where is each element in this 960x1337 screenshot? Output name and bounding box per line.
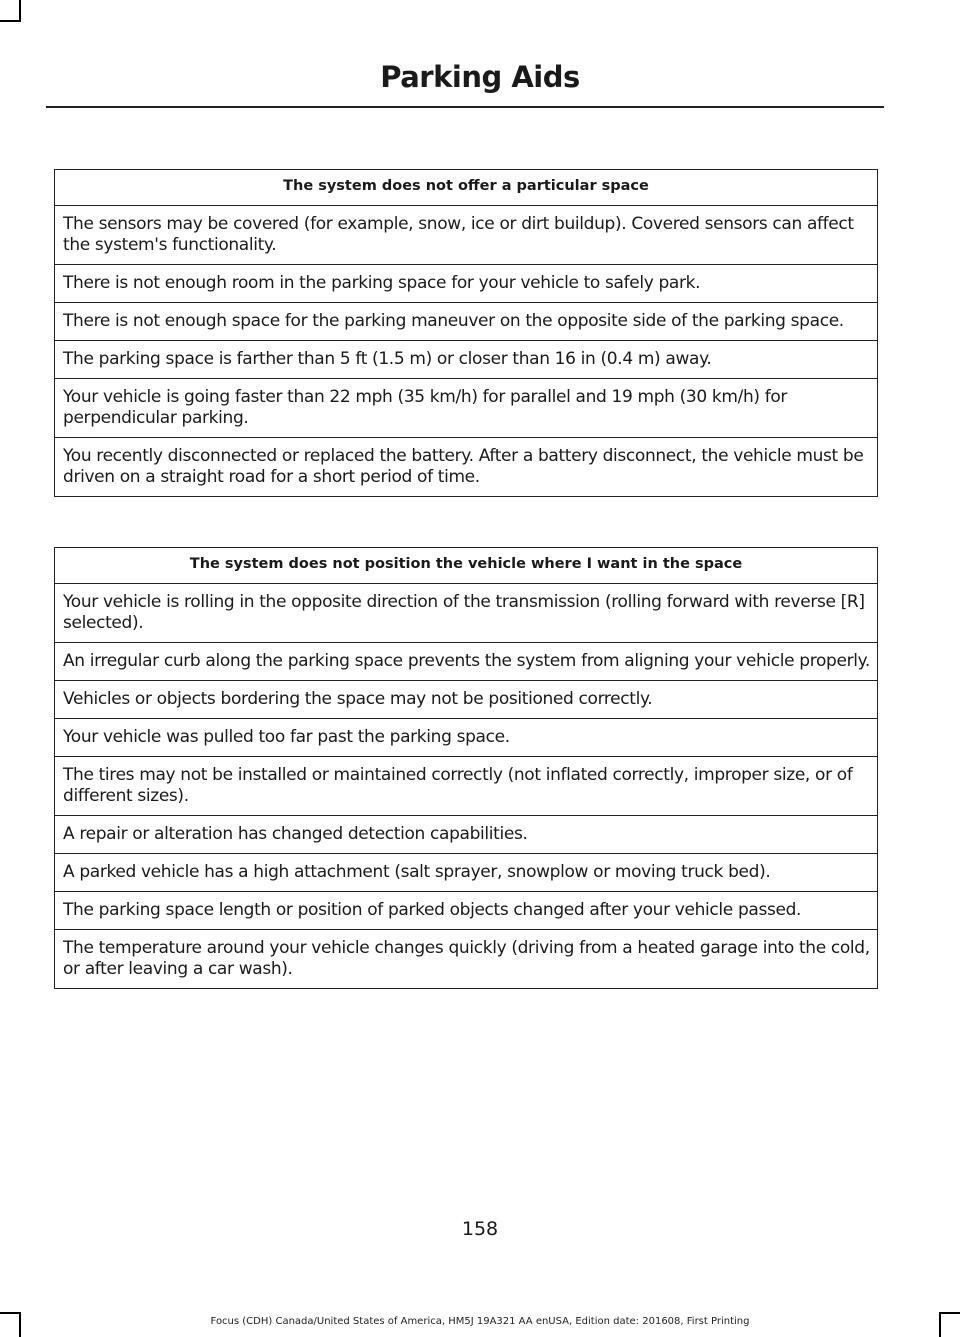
table-row [55,265,878,303]
table-cell: Your vehicle is going faster than 22 mph (35 km/h) for parallel and 19 mph (30 km/h) for perpendicular parking. [55,379,878,438]
table-row [55,816,878,854]
table-cell: The tires may not be installed or maintained correctly (not inflated correctly, improper size, or of different sizes). [55,757,878,816]
table-row [55,757,878,816]
table-cell: The parking space length or position of parked objects changed after your vehicle passed. [55,892,878,930]
table-system-does-not-offer-space [54,169,878,497]
table-row [55,681,878,719]
table-row [55,643,878,681]
table-row [55,438,878,497]
table-cell: The temperature around your vehicle changes quickly (driving from a heated garage into the cold, or after leaving a car wash). [55,930,878,989]
table-cell: There is not enough room in the parking space for your vehicle to safely park. [55,265,878,303]
table-cell: The sensors may be covered (for example, snow, ice or dirt buildup). Covered sensors can affect the system's functionality. [55,206,878,265]
table-row [55,854,878,892]
table-row [55,303,878,341]
table-row [55,584,878,643]
table-cell: Your vehicle was pulled too far past the parking space. [55,719,878,757]
table-cell: A repair or alteration has changed detection capabilities. [55,816,878,854]
page-number: 158 [461,1218,499,1240]
table-cell: A parked vehicle has a high attachment (salt sprayer, snowplow or moving truck bed). [55,854,878,892]
crop-mark-bottom-left-h [0,1312,21,1314]
table-row [55,379,878,438]
table-cell: Your vehicle is rolling in the opposite direction of the transmission (rolling forward with reverse [R] selected). [55,584,878,643]
table-cell: You recently disconnected or replaced the battery. After a battery disconnect, the vehicle must be driven on a straight road for a short period of time. [55,438,878,497]
table-heading: The system does not position the vehicle where I want in the space [55,548,878,584]
crop-mark-top-left-h [0,20,21,22]
crop-mark-top-left [19,0,21,22]
table-row [55,930,878,989]
table-system-does-not-position-vehicle [54,547,878,989]
edition-footer: Focus (CDH) Canada/United States of America, HM5J 19A321 AA enUSA, Edition date: 201608, First Printing [210,1316,750,1327]
table-cell: There is not enough space for the parking maneuver on the opposite side of the parking space. [55,303,878,341]
page-title: Parking Aids [380,60,580,94]
table-row [55,892,878,930]
table-cell: The parking space is farther than 5 ft (1.5 m) or closer than 16 in (0.4 m) away. [55,341,878,379]
table-row [55,341,878,379]
table-cell: An irregular curb along the parking space prevents the system from aligning your vehicle properly. [55,643,878,681]
table-row [55,719,878,757]
header-divider [46,106,884,108]
table-cell: Vehicles or objects bordering the space may not be positioned correctly. [55,681,878,719]
table-heading: The system does not offer a particular space [55,170,878,206]
crop-mark-bottom-right-h [939,1312,960,1314]
table-row [55,206,878,265]
